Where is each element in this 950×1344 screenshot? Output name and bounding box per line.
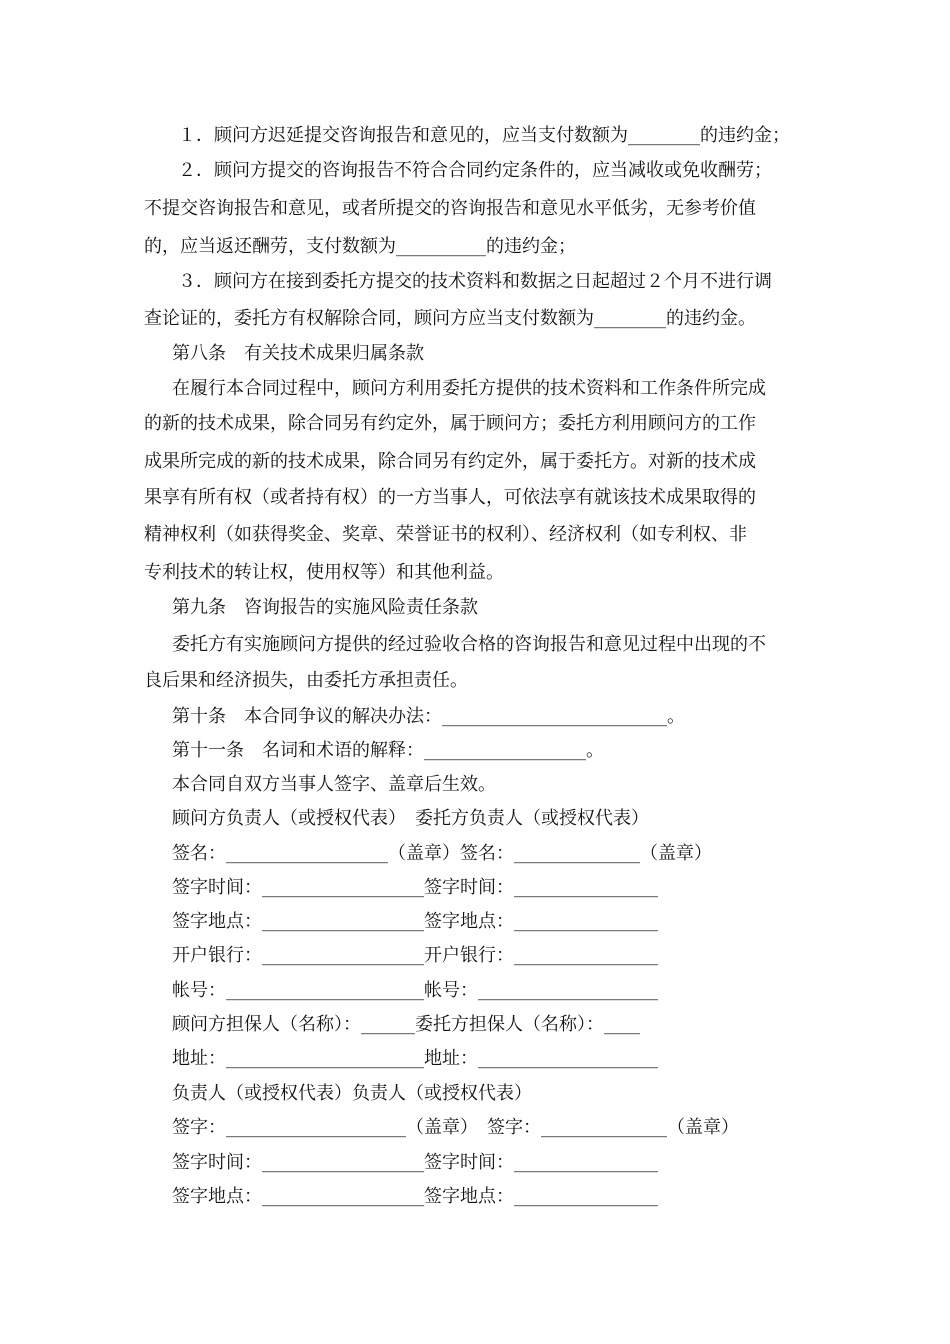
article-8-text-2: 的新的技术成果，除合同另有约定外，属于顾问方；委托方利用顾问方的工作 [144, 413, 756, 434]
article-9-text-2: 良后果和经济损失，由委托方承担责任。 [144, 670, 468, 691]
guarantor-sign-place-line: 签字地点：__________________签字地点：________________ [172, 1186, 658, 1207]
article-9-text-1: 委托方有实施顾问方提供的经过验收合格的咨询报告和意见过程中出现的不 [172, 634, 766, 655]
clause-7-item-2-cont-1: 不提交咨询报告和意见，或者所提交的咨询报告和意见水平低劣，无参考价值 [144, 198, 756, 219]
guarantor-line: 顾问方担保人（名称）：______委托方担保人（名称）：____ [172, 1014, 640, 1035]
article-8-text-1: 在履行本合同过程中，顾问方利用委托方提供的技术资料和工作条件所完成 [172, 378, 766, 399]
article-10: 第十条 本合同争议的解决办法：_________________________。 [172, 706, 685, 727]
sign-time-line: 签字时间：__________________签字时间：________________ [172, 877, 658, 898]
article-11: 第十一条 名词和术语的解释：__________________。 [172, 740, 604, 761]
address-line: 地址：______________________地址：____________________ [172, 1048, 658, 1069]
bank-line: 开户银行：__________________开户银行：________________ [172, 945, 658, 966]
clause-7-item-3-cont: 查论证的，委托方有权解除合同，顾问方应当支付数额为________的违约金。 [144, 308, 756, 329]
article-8-text-5: 精神权利（如获得奖金、奖章、荣誉证书的权利）、经济权利（如专利权、非 [144, 524, 747, 545]
signatory-heading: 顾问方负责人（或授权代表） 委托方负责人（或授权代表） [172, 808, 649, 829]
guarantor-signature-line: 签字：____________________（盖章） 签字：______________（盖章） [172, 1117, 739, 1138]
clause-7-item-2: ２．顾问方提交的咨询报告不符合合同约定条件的，应当减收或免收酬劳； [178, 160, 772, 181]
account-line: 帐号：______________________帐号：____________________ [172, 980, 658, 1001]
signature-line: 签名：__________________（盖章）签名：______________（盖章） [172, 843, 712, 864]
clause-7-item-1: １．顾问方迟延提交咨询报告和意见的，应当支付数额为________的违约金； [178, 125, 790, 146]
sign-place-line: 签字地点：__________________签字地点：________________ [172, 911, 658, 932]
article-8-text-3: 成果所完成的新的技术成果，除合同另有约定外，属于委托方。对新的技术成 [144, 451, 756, 472]
article-8-text-6: 专利技术的转让权，使用权等）和其他利益。 [144, 562, 504, 583]
guarantor-rep-heading: 负责人（或授权代表）负责人（或授权代表） [172, 1083, 532, 1104]
effective-clause: 本合同自双方当事人签字、盖章后生效。 [172, 774, 496, 795]
article-8-text-4: 果享有所有权（或者持有权）的一方当事人，可依法享有就该技术成果取得的 [144, 487, 756, 508]
clause-7-item-3: ３．顾问方在接到委托方提交的技术资料和数据之日起超过２个月不进行调 [178, 271, 772, 292]
guarantor-sign-time-line: 签字时间：__________________签字时间：________________ [172, 1152, 658, 1173]
clause-7-item-2-cont-2: 的，应当返还酬劳，支付数额为__________的违约金； [144, 236, 576, 257]
article-9-heading: 第九条 咨询报告的实施风险责任条款 [172, 597, 478, 618]
article-8-heading: 第八条 有关技术成果归属条款 [172, 343, 424, 364]
